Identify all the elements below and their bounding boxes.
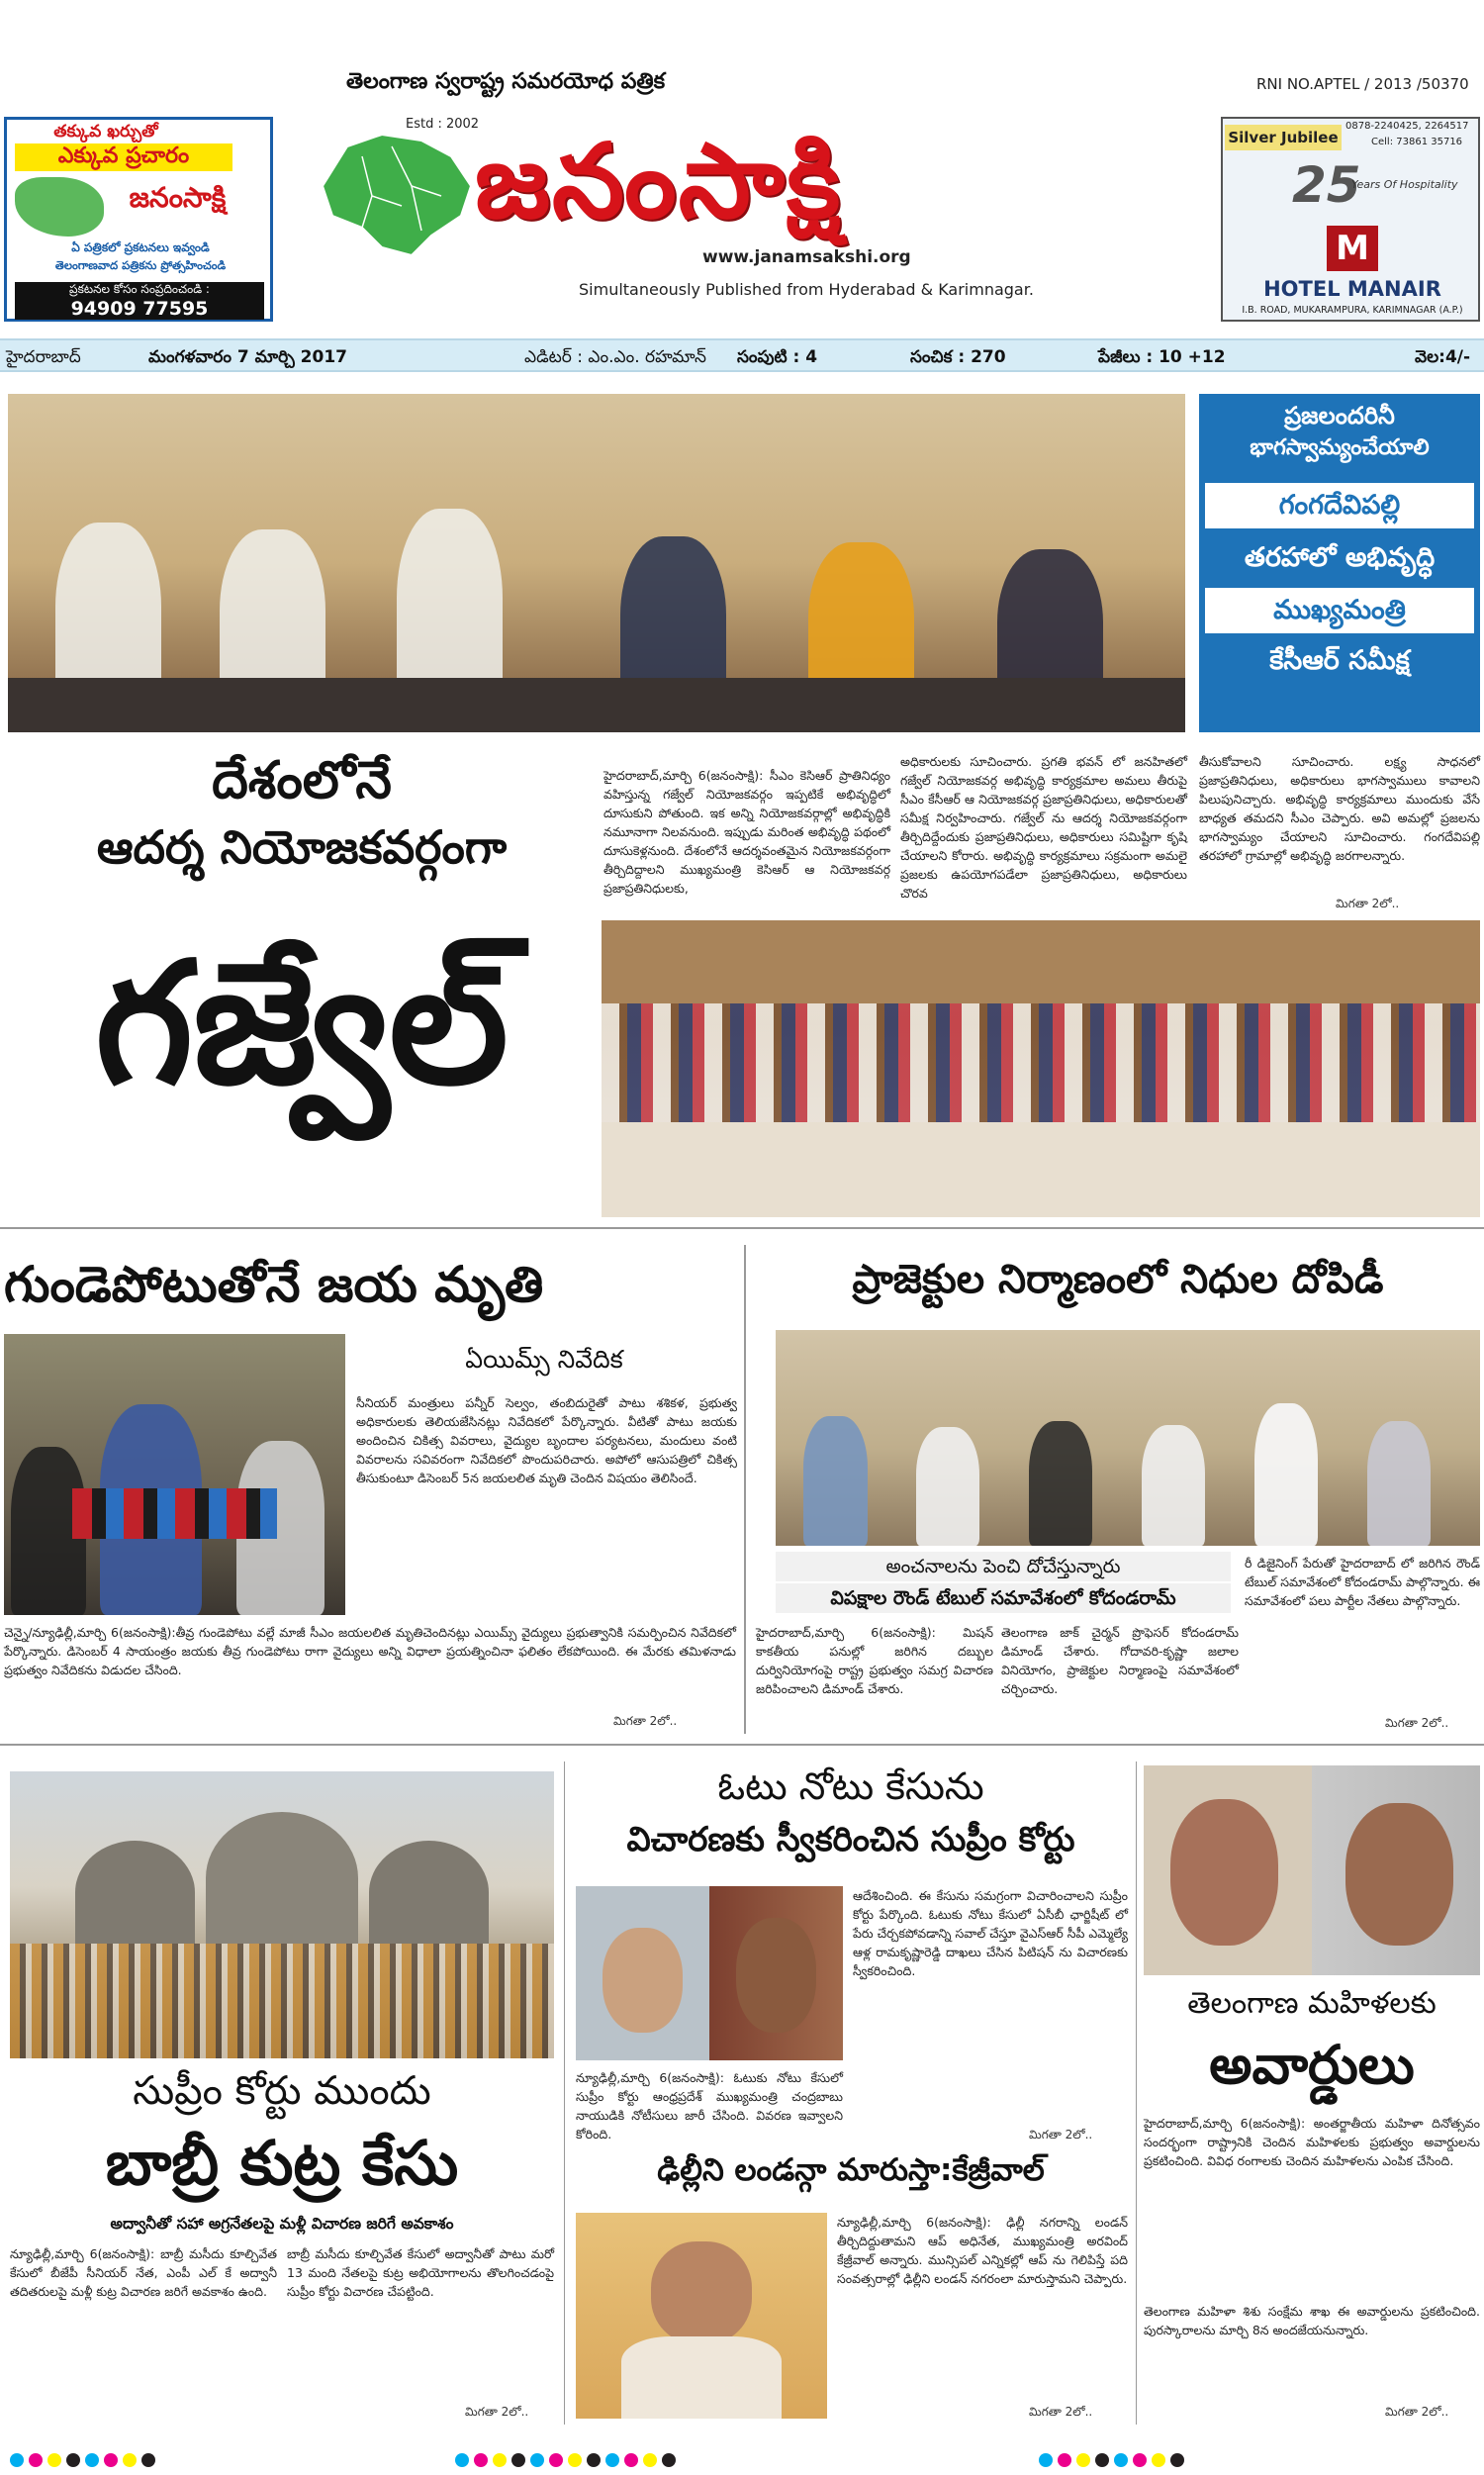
projects-continued: మిగతా 2లో..	[1385, 1716, 1449, 1730]
left-ad-contact-label: ప్రకటనల కోసం సంప్రదించండి :	[15, 282, 264, 300]
lead-headline: గజ్వేల్	[95, 926, 509, 1122]
color-dots-left	[10, 2452, 160, 2471]
left-ad-line1: తక్కువ ఖర్చుతో	[53, 122, 158, 142]
left-ad-phone: 94909 77595	[15, 298, 264, 320]
masthead-tagline: తెలంగాణ స్వరాష్ట్ర సమరయోధ పత్రిక	[346, 69, 666, 94]
babri-continued: మిగతా 2లో..	[465, 2405, 529, 2419]
babri-col-2: బాబ్రీ మసీదు కూల్చివేత కేసులో అద్వానీతో పాటు మరో 13 మంది నేతలపై కుట్ర అభియోగాలను తొలగించడంపై సుప్రీం కోర్టు విచారణ చేపట్టింది.	[287, 2246, 558, 2299]
right-ad-badge: Silver Jubilee	[1225, 125, 1342, 150]
telangana-map-logo	[303, 117, 481, 265]
color-dots-right	[455, 2452, 681, 2471]
jaya-subhead: ఏయిమ్స్ నివేదిక	[465, 1345, 623, 1374]
right-ad-cell: Cell: 73861 35716	[1371, 137, 1463, 147]
jaya-headline: గుండెపోటుతోనే జయ మృతి	[4, 1256, 544, 1313]
gajwel-meeting-audience-photo	[602, 920, 1480, 1217]
notes-col-2: ఆదేశించింది. ఈ కేసును సమగ్రంగా విచారించాలని సుప్రీం కోర్టు పేర్కొంది. ఓటుకు నోటు కేసులో ఏసీబీ ఛార్జిషీట్ లో పేరు చేర్చకపోవడాన్ని సవాల్ చేస్తూ వైఎస్ఆర్ సీపీ ఎమ్మెల్యే ఆళ్ల రామకృష్ణారెడ్డి దాఖలు చేసిన పిటిషన్ ను విచారణకు స్వీకరించింది.	[853, 1888, 1132, 1978]
left-ad-line4: తెలంగాణవాద పత్రికను ప్రోత్సహించండి	[54, 258, 227, 272]
dateline-date: మంగళవారం 7 మార్చి 2017	[148, 347, 347, 367]
divider-vertical-babri	[564, 1761, 565, 2425]
lead-col-3: తీసుకోవాలని సూచించారు. లక్ష్య సాధనలో ప్రజాప్రతినిధులు, అధికారులు భాగస్వాములు కావాలని పిలుపునిచ్చారు. అభివృద్ధి కార్యక్రమాలు ముందుకు వేసే బాధ్యత తమదని సీఎం చెప్పారు. అవి అమల్లో ప్రజలను భాగస్వామ్యం చేయాలని సూచించారు. గంగదేవిపల్లి తరహాలో గ్రామాల్లో అభివృద్ధి జరగాలన్నారు.	[1199, 754, 1484, 863]
lead-kicker-2: ఆదర్శ నియోజకవర్గంగా	[96, 820, 508, 874]
notes-continued: మిగతా 2లో..	[1029, 2128, 1093, 2142]
dateline-pages: పేజీలు : 10 +12	[1098, 347, 1226, 367]
divider-lower	[0, 1744, 1484, 1746]
published-line: Simultaneously Published from Hyderabad & Karimnagar.	[579, 280, 1034, 299]
babri-col-1: న్యూఢిల్లీ,మార్చి 6(జనంసాక్షి): బాబ్రీ మసీదు కూల్చివేత కేసులో బీజేపీ సీనియర్ నేత, ఎంపీ ఎల్ కే అద్వానీ తదితరులపై మళ్లీ కుట్ర విచారణ జరిగే అవకాశం ఉంది.	[10, 2246, 281, 2299]
side-box-line-5: ముఖ్యమంత్రి	[1205, 588, 1474, 633]
women-col-2: తెలంగాణ మహిళా శిశు సంక్షేమ శాఖ ఈ అవార్డులను ప్రకటించింది. పురస్కారాలను మార్చి 8న అందజేయనున్నారు.	[1144, 2304, 1484, 2337]
women-headline: అవార్డులు	[1209, 2034, 1415, 2096]
projects-col-1: హైదరాబాద్,మార్చి 6(జనంసాక్షి): మిషన్ కాకతీయ పనుల్లో జరిగిన దబ్బుల దుర్వినియోగంపై రాష్ట్ర ప్రభుత్వం సమగ్ర విచారణ జరిపించాలని డిమాండ్ చేశారు.	[756, 1625, 997, 1696]
dateline-bar	[0, 338, 1484, 372]
color-dots-far-right	[1039, 2452, 1189, 2471]
divider-lead	[0, 1227, 1484, 1229]
rni-number: RNI NO.APTEL / 2013 /50370	[1256, 75, 1469, 93]
kejriwal-headline: ఢిల్లీని లండన్గా మారుస్తా:కేజ్రీవాల్	[657, 2152, 1045, 2188]
lead-side-box	[1199, 394, 1480, 732]
babri-subhead: అద్వానీతో సహా అగ్రనేతలపై మళ్లీ విచారణ జరిగే అవకాశం	[110, 2215, 454, 2233]
notes-headline-1: ఓటు నోటు కేసును	[717, 1764, 984, 1808]
masthead	[0, 0, 1484, 327]
hotel-logo-icon: M	[1327, 226, 1378, 271]
kejriwal-continued: మిగతా 2లో..	[1029, 2405, 1093, 2419]
notes-headline-2: విచారణకు స్వీకరించిన సుప్రీం కోర్టు	[626, 1820, 1075, 1859]
newspaper-title: జనంసాక్షి	[475, 121, 843, 241]
kejriwal-col: న్యూఢిల్లీ,మార్చి 6(జనంసాక్షి): ఢిల్లీ నగరాన్ని లండన్ తీర్చిదిద్దుతామని ఆప్ అధినేత, ముఖ్యమంత్రి అరవింద్ కేజ్రీవాల్ అన్నారు. మున్సిపల్ ఎన్నికల్లో ఆప్ ను గెలిపిస్తే పది సంవత్సరాల్లో ఢిల్లీని లండన్ నగరంలా మారుస్తామని చెప్పారు.	[837, 2215, 1132, 2286]
notes-col-1: న్యూఢిల్లీ,మార్చి 6(జనంసాక్షి): ఓటుకు నోటు కేసులో సుప్రీం కోర్టు ఆంధ్రప్రదేశ్ ముఖ్యమంత్రి చంద్రబాబు నాయుడికి నోటీసులు జారీ చేసింది. వివరణ ఇవ్వాలని కోరింది.	[576, 2070, 847, 2142]
babri-headline: బాబ్రీ కుట్ర కేసు	[105, 2127, 459, 2199]
projects-caption-2: విపక్షాల రౌండ్ టేబుల్ సమావేశంలో కోదండరామ్	[776, 1583, 1231, 1613]
side-box-line-3: గంగదేవిపల్లి	[1205, 483, 1474, 528]
right-ad-years-text: Years Of Hospitality	[1351, 178, 1458, 191]
lead-kicker-1: దేశంలోనే	[212, 751, 392, 810]
projects-col-3: రీ డిజైనింగ్ పేరుతో హైదరాబాద్ లో జరిగిన రౌండ్ టేబుల్ సమావేశంలో కోదండరామ్ పాల్గొన్నారు. ఈ సమావేశంలో పలు పార్టీల నేతలు పాల్గొన్నారు.	[1245, 1556, 1484, 1608]
women-col-1: హైదరాబాద్,మార్చి 6(జనంసాక్షి): అంతర్జాతీయ మహిళా దినోత్సవం సందర్భంగా రాష్ట్రానికి చెందిన మహిళలకు ప్రభుత్వం అవార్డులను ప్రకటించింది. వివిధ రంగాలకు చెందిన మహిళలను ఎంపిక చేసింది.	[1144, 2116, 1484, 2168]
lead-col-2: అధికారులకు సూచించారు. ప్రగతి భవన్ లో జనహితలో గజ్వేల్ నియోజకవర్గ అభివృద్ధి కార్యక్రమాల అమలు తీరుపై సీఎం కేసీఆర్ ఆ నియోజకవర్గ ప్రజాప్రతినిధులు, అధికారులతో సమీక్ష నిర్వహించారు. గజ్వేల్ ను ఆదర్శ నియోజకవర్గంగా తీర్చిదిద్దేందుకు ప్రజాప్రతినిధులు, అధికారులు సమిష్టిగా కృషి చేయాలని కోరారు. అభివృద్ధి కార్యక్రమాలు సక్రమంగా అమలై ప్రజలకు ఉపయోగపడేలా ప్రజాప్రతినిధులు, అధికారులు చొరవ	[900, 754, 1191, 901]
divider-vertical-mid	[744, 1245, 746, 1734]
jaya-continued: మిగతా 2లో..	[613, 1714, 678, 1728]
women-continued: మిగతా 2లో..	[1385, 2405, 1449, 2419]
kejriwal-photo	[576, 2213, 827, 2419]
right-ad	[1221, 117, 1480, 322]
women-kicker: తెలంగాణ మహిళలకు	[1187, 1986, 1437, 2021]
right-ad-phones: 0878-2240425, 2264517	[1345, 121, 1469, 132]
lead-continued: మిగతా 2లో..	[1336, 897, 1400, 910]
right-ad-years: 25	[1292, 156, 1361, 214]
print-registration-bar	[0, 2444, 1484, 2475]
right-ad-hotel: HOTEL MANAIR	[1263, 277, 1441, 301]
dateline-city: హైదరాబాద్	[6, 347, 81, 367]
left-ad	[4, 117, 273, 322]
kodandaram-roundtable-photo	[776, 1330, 1480, 1546]
divider-vertical-women	[1136, 1761, 1137, 2425]
side-box-line-4: తరహాలో అభివృద్ధి	[1244, 542, 1436, 573]
jaya-col-right: సీనియర్ మంత్రులు పన్నీర్ సెల్వం, తంబిదురైతో పాటు శశికళ, ప్రభుత్వ అధికారులకు తెలియజేసినట్లు నివేదికలో పేర్కొన్నారు. వీటితో పాటు జయకు అందించిన చికిత్స వివరాలు, వైద్యుల బృందాల పర్యటనలు, మందులు వంటి వివరాలను సవివరంగా నివేదికలో పొందుపరిచారు. అపోలో ఆసుపత్రిలో చికిత్స తీసుకుంటూ డిసెంబర్ 5న జయలలిత మృతి చెందిన విషయం తెలిసిందే.	[356, 1395, 741, 1485]
dateline-issue: సంచిక : 270	[910, 347, 1006, 367]
side-box-line-6: కేసీఆర్ సమీక్ష	[1269, 645, 1410, 676]
cm-review-meeting-photo	[8, 394, 1185, 732]
aiims-press-briefing-photo	[4, 1334, 345, 1615]
left-ad-brand: జనంసాక్షి	[129, 181, 227, 214]
projects-col-2: తెలంగాణ జాక్ చైర్మన్ ప్రొఫెసర్ కోదండరామ్ డిమాండ్ చేశారు. గోదావరి-కృష్ణా జలాల వినియోగం, ప్రాజెక్టుల నిర్మాణంపై సమావేశంలో చర్చించారు.	[1001, 1625, 1243, 1696]
estd-label: Estd : 2002	[406, 117, 480, 132]
website: www.janamsakshi.org	[702, 247, 911, 267]
chandrababu-revanth-photos	[576, 1886, 843, 2060]
right-ad-address: I.B. ROAD, MUKARAMPURA, KARIMNAGAR (A.P.)	[1242, 305, 1463, 316]
left-ad-line3: ఏ పత్రికలో ప్రకటనలు ఇవ్వండి	[71, 240, 210, 254]
side-box-line-1: ప్రజలందరినీ	[1284, 402, 1395, 429]
projects-headline: ప్రాజెక్టుల నిర్మాణంలో నిధుల దోపిడీ	[852, 1257, 1384, 1302]
dateline-price: వెల:4/-	[1415, 347, 1471, 367]
projects-caption-1: అంచనాలను పెంచి దోచేస్తున్నారు	[776, 1552, 1231, 1581]
dateline-volume: సంపుటి : 4	[737, 347, 818, 367]
dateline-editor: ఎడిటర్ : ఎం.ఎం. రహమాన్	[524, 347, 706, 367]
babri-masjid-demolition-photo	[10, 1771, 554, 2058]
left-ad-line2: ఎక్కువ ప్రచారం	[15, 143, 232, 171]
side-box-line-2: భాగస్వామ్యంచేయాలి	[1250, 435, 1430, 460]
jaya-col-bottom: చెన్నై/న్యూఢిల్లీ,మార్చి 6(జనంసాక్షి):తీవ్ర గుండెపోటు వల్లే మాజీ సీఎం జయలలిత మృతిచెందినట్లు ఎయిమ్స్ వైద్యులు ప్రభుత్వానికి సమర్పించిన నివేదికలో పేర్కొన్నారు. డిసెంబర్ 4 సాయంత్రం జయకు తీవ్ర గుండెపోటు రాగా వైద్యులు అన్ని విధాలా ప్రయత్నించినా ఫలితం లేకపోయింది. ఈ మేరకు తమిళనాడు ప్రభుత్వం నివేదికను విడుదల చేసింది.	[4, 1625, 740, 1677]
babri-kicker: సుప్రీం కోర్టు ముందు	[133, 2068, 431, 2114]
women-awardees-photos	[1144, 1765, 1480, 1975]
lead-col-1: హైదరాబాద్,మార్చి 6(జనంసాక్షి): సీఎం కెసిఆర్ ప్రాతినిధ్యం వహిస్తున్న గజ్వేల్ నియోజకవర్గం ఇప్పటికే అభివృద్ధిలో దూసుకుని పోతుంది. ఇక అన్ని నియోజకవర్గాల్లో అభివృద్ధికి నమూనాగా నిలవనుంది. ఇప్పుడు మరింత అభివృద్ధి పథంలో దూసుకెళ్లనుంది. దేశంలోనే ఆదర్శవంతమైన నియోజకవర్గంగా తీర్చిదిద్దాలని ముఖ్యమంత్రి కెసిఆర్ ఆ నియోజకవర్గ ప్రజాప్రతినిధులకు,	[603, 768, 894, 896]
